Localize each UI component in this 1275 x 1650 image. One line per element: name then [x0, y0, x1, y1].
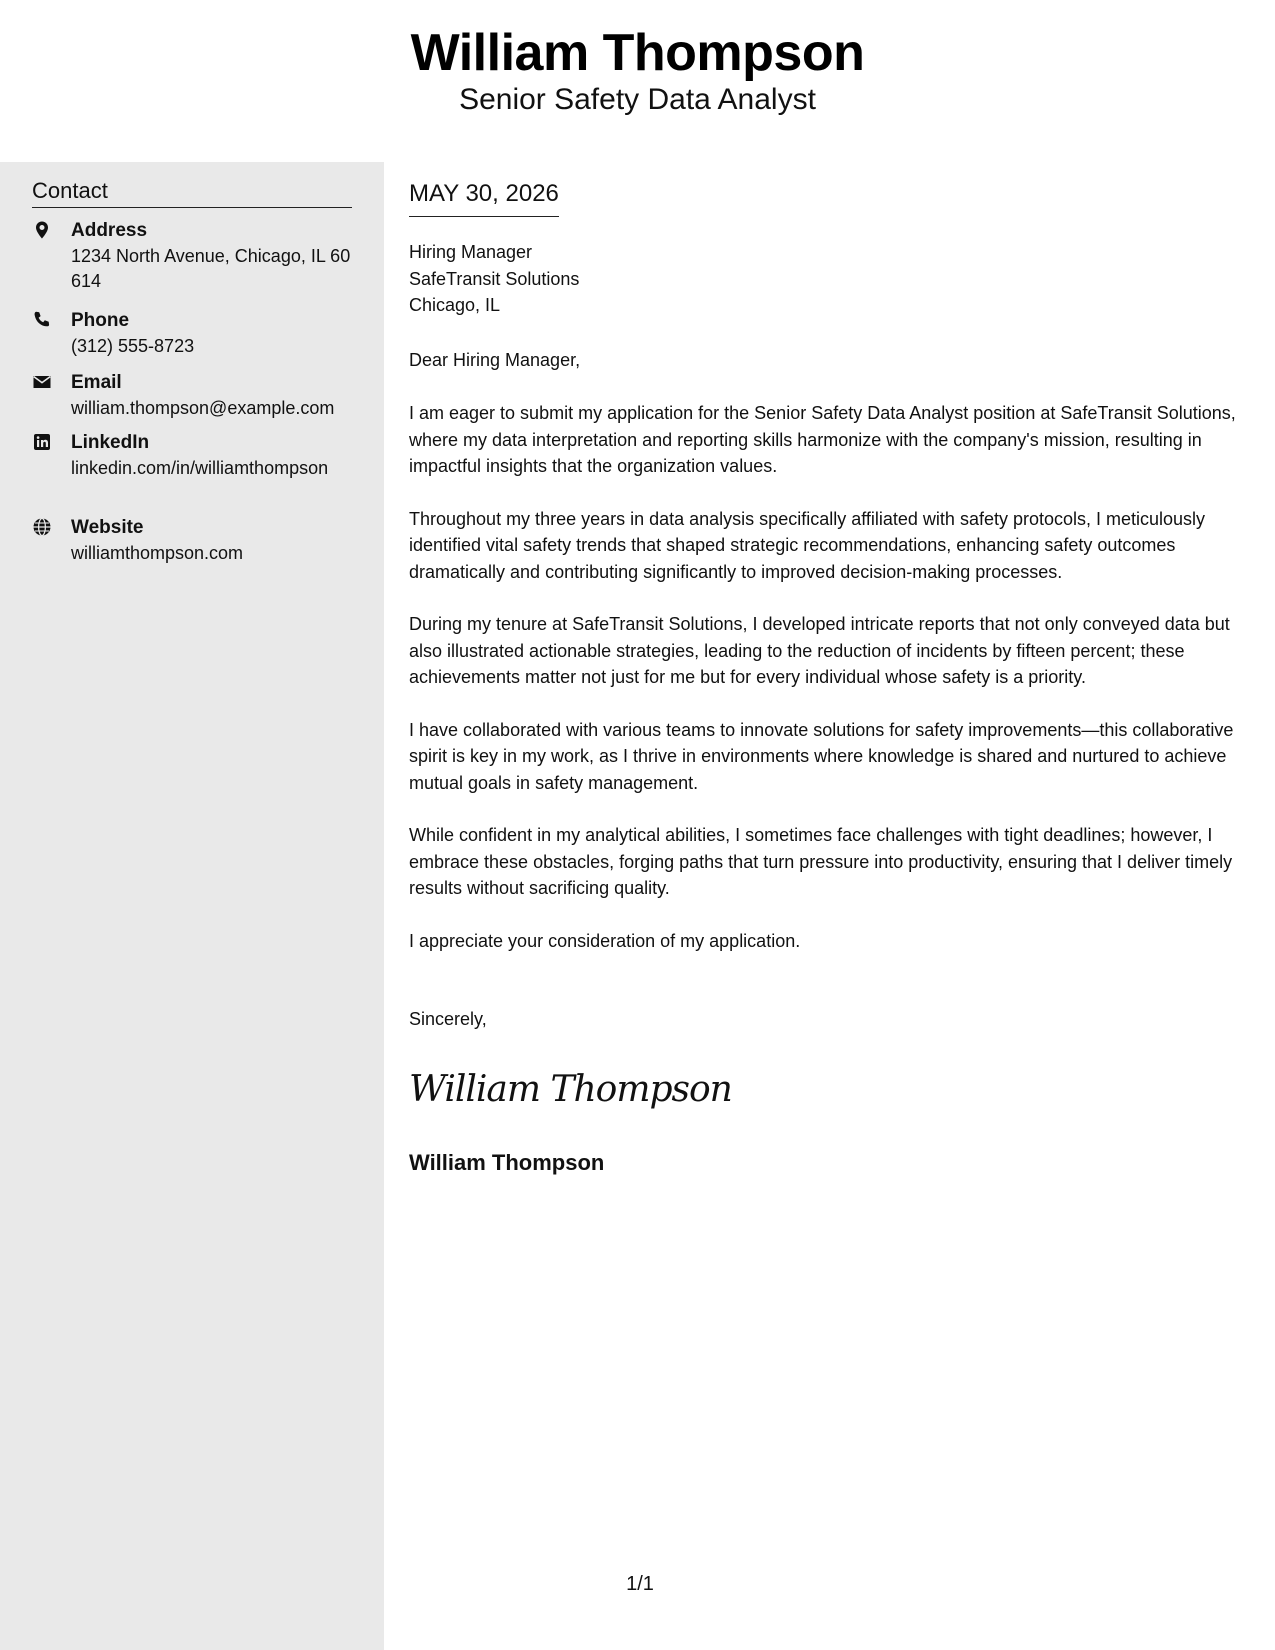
email-value: william.thompson@example.com: [71, 398, 335, 418]
letter-paragraphs: [409, 400, 1254, 980]
applicant-name: William Thompson: [410, 24, 865, 82]
svg-text:William Thompson: William Thompson: [409, 1069, 732, 1110]
salutation: Dear Hiring Manager,: [409, 350, 581, 370]
page-number: 1/1: [626, 1573, 654, 1595]
paragraph: I am eager to submit my application for the Senior Safety Data Analyst position at SafeTransit Solutions, where my data interpretation and reporting skills harmonize with the company's mission, resulting in impactful insights that the organization values.: [409, 403, 1236, 476]
phone-label: Phone: [71, 310, 130, 331]
paragraph: While confident in my analytical abilities, I sometimes face challenges with tight deadlines; however, I embrace these obstacles, forging paths that turn pressure into productivity, ensuring that I deliver timely results without sacrificing quality.: [409, 825, 1233, 898]
linkedin-value: linkedin.com/in/williamthompson: [71, 458, 329, 478]
letter-header: [0, 0, 1275, 162]
applicant-title: Senior Safety Data Analyst: [459, 83, 816, 116]
paragraph: I have collaborated with various teams to innovate solutions for safety improvements—this collaborative spirit is key in my work, as I thrive in environments where knowledge is shared and nurtured to achieve mutual goals in safety management.: [409, 719, 1234, 793]
map-pin-icon: [32, 220, 54, 242]
website-value: williamthompson.com: [71, 543, 244, 563]
recipient-block: [409, 239, 579, 319]
closing: Sincerely,: [409, 1009, 487, 1029]
letter-date: MAY 30, 2026: [409, 178, 559, 217]
contact-sidebar: [0, 162, 384, 1650]
phone-icon: [32, 310, 54, 332]
paragraph: Throughout my three years in data analysis specifically affiliated with safety protocols, I meticulously identified vital safety trends that shaped strategic recommendations, enhancing safety outcomes dramatically and contributing significantly to improved decision-making processes.: [409, 508, 1206, 582]
recipient-company: SafeTransit Solutions: [409, 268, 580, 289]
email-label: Email: [71, 372, 122, 393]
address-value: 1234 North Avenue, Chicago, IL 60614: [71, 246, 351, 291]
handwritten-signature: [409, 1057, 732, 1117]
paragraph: During my tenure at SafeTransit Solutions, I developed intricate reports that not only conveyed data but also illustrated actionable strategies, leading to the reduction of incidents by fifteen percent; these achievements matter not just for me but for every individual whose safety is a priority.: [409, 614, 1230, 687]
signed-name: William Thompson: [409, 1150, 605, 1175]
recipient-location: Chicago, IL: [409, 295, 501, 315]
linkedin-icon: [32, 432, 54, 454]
phone-value: (312) 555-8723: [71, 336, 195, 356]
contact-section-title: Contact: [32, 176, 352, 208]
paragraph: I appreciate your consideration of my application.: [409, 930, 801, 951]
globe-icon: [32, 517, 54, 539]
linkedin-label: LinkedIn: [71, 432, 150, 453]
address-label: Address: [71, 220, 148, 241]
envelope-icon: [32, 372, 54, 394]
website-label: Website: [71, 517, 144, 538]
recipient-name: Hiring Manager: [409, 242, 533, 262]
